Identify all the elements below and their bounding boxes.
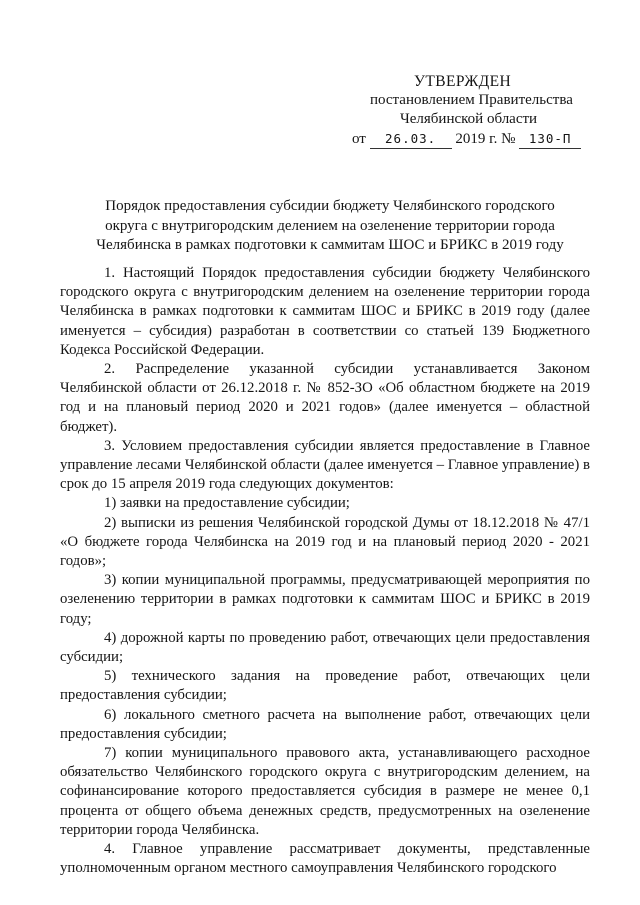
approval-title: УТВЕРЖДЕН [414, 73, 512, 90]
approval-stamp [330, 72, 600, 149]
heading-line-2: округа с внутригородским делением на озеленение территории города [105, 217, 555, 234]
paragraph-2: 2. Распределение указанной субсидии устанавливается Законом Челябинской области от 26.12.2018 г. № 852-ЗО «Об областном бюджете на 2019 год и на плановый период 2020 и 2021 годов» (далее именуется – областной бюджет). [60, 361, 590, 435]
list-item-1: 1) заявки на предоставление субсидии; [104, 495, 350, 512]
document-body [60, 264, 590, 879]
document-number: 130-П [519, 129, 581, 149]
list-item-6: 6) локального сметного расчета на выполнение работ, отвечающих цели предоставления субсидии; [60, 706, 590, 742]
document-heading [60, 197, 600, 256]
paragraph-3: 3. Условием предоставления субсидии является предоставление в Главное управление лесами Челябинской области (далее именуется – Главное управление) в срок до 15 апреля 2019 года следующих документов: [60, 437, 590, 493]
approval-line-2: Челябинской области [400, 111, 538, 127]
list-item-2: 2) выписки из решения Челябинской городской Думы от 18.12.2018 № 47/1 «О бюджете города Челябинска на 2019 год и на плановый период 2020 - 2021 годов»; [60, 514, 590, 570]
list-item-7: 7) копии муниципального правового акта, устанавливающего расходное обязательство Челябинского городского округа с внутригородским делением, на софинансирование которого предоставляется субсидия в размере не менее 0,1 процента от общего объема денежных средств, предусмотренных на озеленение территории города Челябинска. [60, 745, 590, 838]
approval-date-line [352, 129, 600, 149]
list-item-3: 3) копии муниципальной программы, предусматривающей мероприятия по озеленению территории в рамках подготовки к саммитам ШОС и БРИКС в 2019 году; [60, 572, 590, 627]
date-value: 26.03. [370, 129, 452, 149]
heading-line-1: Порядок предоставления субсидии бюджету Челябинского городского [105, 198, 555, 214]
heading-line-3: Челябинска в рамках подготовки к саммитам ШОС и БРИКС в 2019 году [96, 237, 564, 253]
approval-line-1: постановлением Правительства [370, 92, 573, 108]
date-prefix: от [352, 131, 366, 147]
list-item-4: 4) дорожной карты по проведению работ, отвечающих цели предоставления субсидии; [60, 629, 590, 666]
list-item-5: 5) технического задания на проведение работ, отвечающих цели предоставления субсидии; [60, 668, 590, 704]
date-suffix: 2019 г. № [455, 131, 516, 147]
paragraph-4: 4. Главное управление рассматривает документы, представленные уполномоченным органом местного самоуправления Челябинского городского [60, 841, 590, 877]
paragraph-1: 1. Настоящий Порядок предоставления субсидии бюджету Челябинского городского округа с внутригородским делением на озеленение территории города Челябинска в рамках подготовки к саммитам ШОС и БРИКС в 2019 году (далее именуется – субсидия) разработан в соответствии со статьей 139 Бюджетного Кодекса Российской Федерации. [60, 265, 590, 358]
